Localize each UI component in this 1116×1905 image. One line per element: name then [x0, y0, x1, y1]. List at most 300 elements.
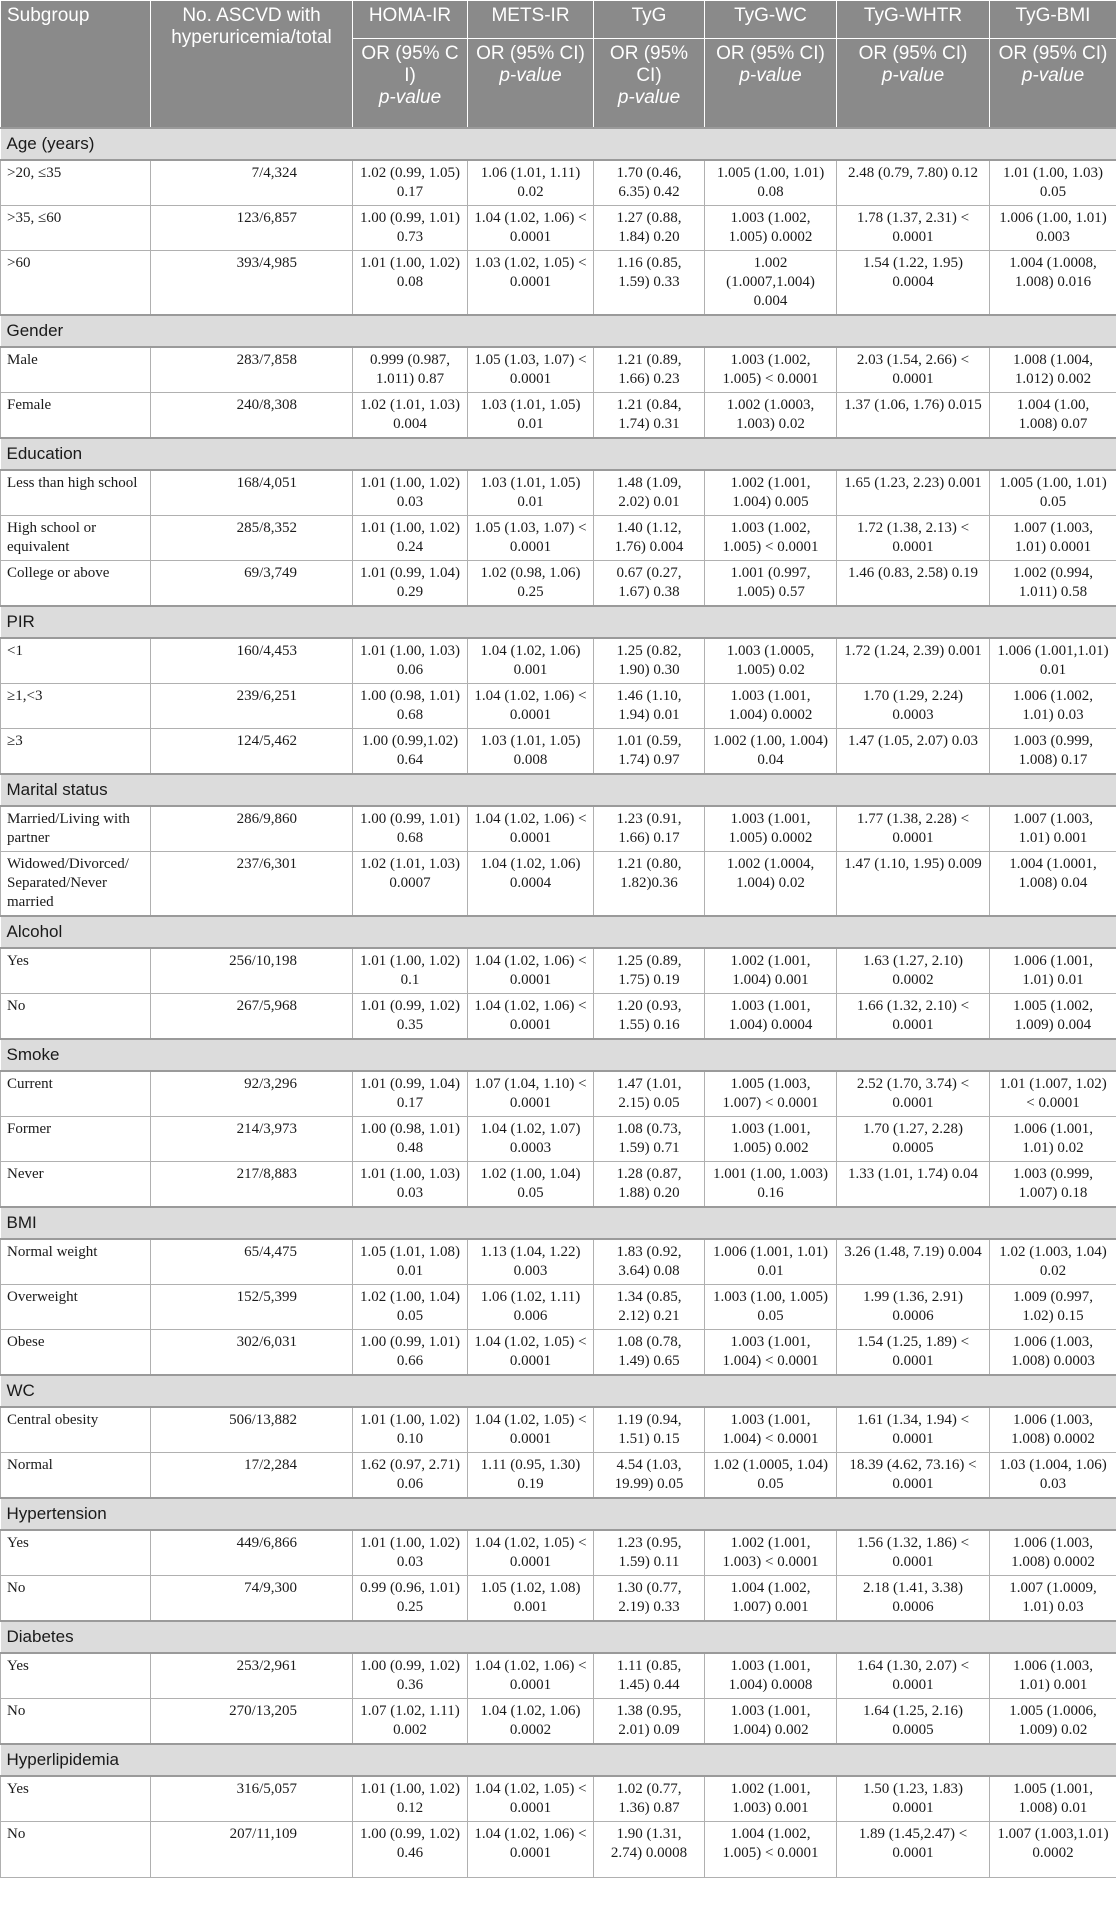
count-cell: 160/4,453: [151, 638, 353, 684]
p-value-label: p-value: [1021, 65, 1085, 86]
table-row: [1, 1071, 1116, 1117]
row-label: Normal weight: [1, 1239, 151, 1285]
or-value-cell: 1.006 (1.003, 1.008) 0.0002: [990, 1407, 1116, 1453]
or-value-cell: 1.01 (1.00, 1.02) 0.03: [353, 470, 468, 516]
or-value-cell: 1.004 (1.002, 1.005) < 0.0001: [705, 1822, 837, 1878]
table-row: [1, 1822, 1116, 1878]
table-row: [1, 160, 1116, 206]
table-row: [1, 638, 1116, 684]
or-value-cell: 1.003 (1.001, 1.004) 0.0002: [705, 684, 837, 729]
or-value-cell: 1.04 (1.02, 1.06) < 0.0001: [468, 684, 594, 729]
or-value-cell: 1.72 (1.38, 2.13) < 0.0001: [837, 516, 990, 561]
group-header-row: [1, 128, 1116, 160]
table-row: [1, 1407, 1116, 1453]
or-value-cell: 1.34 (0.85, 2.12) 0.21: [594, 1285, 705, 1330]
or-value-cell: 1.04 (1.02, 1.07) 0.0003: [468, 1117, 594, 1162]
or-value-cell: 1.04 (1.02, 1.06) < 0.0001: [468, 1653, 594, 1699]
count-cell: 283/7,858: [151, 347, 353, 393]
or-value-cell: 1.70 (1.27, 2.28) 0.0005: [837, 1117, 990, 1162]
or-value-cell: 1.06 (1.02, 1.11) 0.006: [468, 1285, 594, 1330]
count-cell: 237/6,301: [151, 852, 353, 917]
or-value-cell: 1.006 (1.003, 1.008) 0.0002: [990, 1530, 1116, 1576]
row-label: Normal: [1, 1453, 151, 1499]
or-value-cell: 1.01 (1.007, 1.02) < 0.0001: [990, 1071, 1116, 1117]
count-cell: 316/5,057: [151, 1776, 353, 1822]
row-label: Yes: [1, 1530, 151, 1576]
count-cell: 270/13,205: [151, 1699, 353, 1745]
or-value-cell: 1.50 (1.23, 1.83) 0.0001: [837, 1776, 990, 1822]
or-value-cell: 1.66 (1.32, 2.10) < 0.0001: [837, 994, 990, 1040]
or-value-cell: 1.02 (1.01, 1.03) 0.004: [353, 393, 468, 439]
or-value-cell: 1.28 (0.87, 1.88) 0.20: [594, 1162, 705, 1208]
or-value-cell: 18.39 (4.62, 73.16) < 0.0001: [837, 1453, 990, 1499]
or-value-cell: 1.21 (0.80, 1.82)0.36: [594, 852, 705, 917]
count-cell: 267/5,968: [151, 994, 353, 1040]
or-label: OR (95% CI): [476, 43, 585, 64]
group-title: Alcohol: [1, 916, 1116, 948]
or-value-cell: 1.83 (0.92, 3.64) 0.08: [594, 1239, 705, 1285]
table-row: [1, 347, 1116, 393]
or-value-cell: 4.54 (1.03, 19.99) 0.05: [594, 1453, 705, 1499]
table-row: [1, 806, 1116, 852]
or-value-cell: 1.01 (0.99, 1.04) 0.29: [353, 561, 468, 607]
or-value-cell: 1.001 (1.00, 1.003) 0.16: [705, 1162, 837, 1208]
group-title: Hypertension: [1, 1498, 1116, 1530]
or-header: [594, 39, 705, 129]
table-row: [1, 1776, 1116, 1822]
row-label: >20, ≤35: [1, 160, 151, 206]
table-row: [1, 1117, 1116, 1162]
or-value-cell: 1.40 (1.12, 1.76) 0.004: [594, 516, 705, 561]
or-value-cell: 1.002 (1.001, 1.003) < 0.0001: [705, 1530, 837, 1576]
row-label: Married/Living with partner: [1, 806, 151, 852]
group-header-row: [1, 1621, 1116, 1653]
table-row: [1, 470, 1116, 516]
or-value-cell: 1.006 (1.003, 1.01) 0.001: [990, 1653, 1116, 1699]
or-value-cell: 1.04 (1.02, 1.06) 0.0004: [468, 852, 594, 917]
group-title: BMI: [1, 1207, 1116, 1239]
group-header-row: [1, 1498, 1116, 1530]
or-value-cell: 1.004 (1.0008, 1.008) 0.016: [990, 251, 1116, 316]
or-value-cell: 1.008 (1.004, 1.012) 0.002: [990, 347, 1116, 393]
count-cell: 92/3,296: [151, 1071, 353, 1117]
or-value-cell: 1.01 (1.00, 1.02) 0.03: [353, 1530, 468, 1576]
or-value-cell: 1.61 (1.34, 1.94) < 0.0001: [837, 1407, 990, 1453]
group-title: Age (years): [1, 128, 1116, 160]
or-value-cell: 1.33 (1.01, 1.74) 0.04: [837, 1162, 990, 1208]
or-value-cell: 1.01 (1.00, 1.02) 0.24: [353, 516, 468, 561]
count-cell: 214/3,973: [151, 1117, 353, 1162]
table-row: [1, 206, 1116, 251]
or-value-cell: 1.13 (1.04, 1.22) 0.003: [468, 1239, 594, 1285]
or-value-cell: 1.04 (1.02, 1.06) < 0.0001: [468, 994, 594, 1040]
count-cell: 506/13,882: [151, 1407, 353, 1453]
or-label: OR (95% CI): [858, 43, 968, 64]
or-value-cell: 1.01 (0.59, 1.74) 0.97: [594, 729, 705, 775]
or-value-cell: 1.03 (1.01, 1.05) 0.01: [468, 470, 594, 516]
row-label: Female: [1, 393, 151, 439]
or-value-cell: 1.46 (0.83, 2.58) 0.19: [837, 561, 990, 607]
group-header-row: [1, 774, 1116, 806]
or-value-cell: 1.04 (1.02, 1.06) < 0.0001: [468, 948, 594, 994]
or-value-cell: 1.01 (1.00, 1.03) 0.03: [353, 1162, 468, 1208]
count-cell: 74/9,300: [151, 1576, 353, 1622]
count-cell: 286/9,860: [151, 806, 353, 852]
or-value-cell: 1.04 (1.02, 1.05) < 0.0001: [468, 1776, 594, 1822]
or-value-cell: 1.00 (0.99,1.02) 0.64: [353, 729, 468, 775]
or-value-cell: 1.04 (1.02, 1.05) < 0.0001: [468, 1530, 594, 1576]
table-row: [1, 1239, 1116, 1285]
or-value-cell: 1.03 (1.01, 1.05) 0.008: [468, 729, 594, 775]
or-value-cell: 1.003 (0.999, 1.007) 0.18: [990, 1162, 1116, 1208]
count-cell: 7/4,324: [151, 160, 353, 206]
or-value-cell: 1.03 (1.004, 1.06) 0.03: [990, 1453, 1116, 1499]
or-value-cell: 1.20 (0.93, 1.55) 0.16: [594, 994, 705, 1040]
or-value-cell: 1.07 (1.02, 1.11) 0.002: [353, 1699, 468, 1745]
header-row: [1, 1, 1116, 39]
or-value-cell: 1.48 (1.09, 2.02) 0.01: [594, 470, 705, 516]
or-value-cell: 1.02 (1.00, 1.04) 0.05: [468, 1162, 594, 1208]
measure-header: METS-IR: [468, 1, 594, 39]
or-value-cell: 1.00 (0.99, 1.01) 0.66: [353, 1330, 468, 1376]
table-row: [1, 1576, 1116, 1622]
or-value-cell: 1.00 (0.99, 1.01) 0.73: [353, 206, 468, 251]
group-header-row: [1, 1744, 1116, 1776]
or-value-cell: 1.78 (1.37, 2.31) < 0.0001: [837, 206, 990, 251]
table-row: [1, 1162, 1116, 1208]
count-cell: 253/2,961: [151, 1653, 353, 1699]
or-value-cell: 1.003 (1.001, 1.004) 0.002: [705, 1699, 837, 1745]
or-value-cell: 2.03 (1.54, 2.66) < 0.0001: [837, 347, 990, 393]
or-value-cell: 1.004 (1.0001, 1.008) 0.04: [990, 852, 1116, 917]
count-header: No. ASCVD with hyperuricemia/total: [151, 1, 353, 129]
or-value-cell: 1.07 (1.04, 1.10) < 0.0001: [468, 1071, 594, 1117]
row-label: Yes: [1, 948, 151, 994]
or-value-cell: 1.47 (1.01, 2.15) 0.05: [594, 1071, 705, 1117]
or-value-cell: 1.72 (1.24, 2.39) 0.001: [837, 638, 990, 684]
or-value-cell: 1.003 (1.001, 1.005) 0.0002: [705, 806, 837, 852]
row-label: No: [1, 994, 151, 1040]
table-body: [1, 128, 1116, 1878]
or-value-cell: 1.01 (1.00, 1.02) 0.10: [353, 1407, 468, 1453]
or-value-cell: 1.002 (1.001, 1.004) 0.005: [705, 470, 837, 516]
or-value-cell: 1.62 (0.97, 2.71) 0.06: [353, 1453, 468, 1499]
or-value-cell: 1.56 (1.32, 1.86) < 0.0001: [837, 1530, 990, 1576]
or-value-cell: 1.003 (1.001, 1.004) < 0.0001: [705, 1407, 837, 1453]
or-value-cell: 1.003 (1.002, 1.005) 0.0002: [705, 206, 837, 251]
or-value-cell: 1.19 (0.94, 1.51) 0.15: [594, 1407, 705, 1453]
or-value-cell: 1.006 (1.001, 1.01) 0.01: [705, 1239, 837, 1285]
table-row: [1, 1453, 1116, 1499]
group-title: PIR: [1, 606, 1116, 638]
or-value-cell: 3.26 (1.48, 7.19) 0.004: [837, 1239, 990, 1285]
table-row: [1, 684, 1116, 729]
or-value-cell: 1.25 (0.82, 1.90) 0.30: [594, 638, 705, 684]
count-cell: 393/4,985: [151, 251, 353, 316]
count-cell: 302/6,031: [151, 1330, 353, 1376]
or-value-cell: 1.002 (1.0007,1.004) 0.004: [705, 251, 837, 316]
group-header-row: [1, 1375, 1116, 1407]
or-value-cell: 1.05 (1.02, 1.08) 0.001: [468, 1576, 594, 1622]
or-value-cell: 1.003 (1.002, 1.005) < 0.0001: [705, 347, 837, 393]
count-cell: 152/5,399: [151, 1285, 353, 1330]
or-value-cell: 1.003 (1.002, 1.005) < 0.0001: [705, 516, 837, 561]
or-value-cell: 1.47 (1.10, 1.95) 0.009: [837, 852, 990, 917]
or-value-cell: 1.11 (0.85, 1.45) 0.44: [594, 1653, 705, 1699]
count-cell: 285/8,352: [151, 516, 353, 561]
or-value-cell: 1.02 (0.98, 1.06) 0.25: [468, 561, 594, 607]
table-row: [1, 729, 1116, 775]
group-title: Diabetes: [1, 1621, 1116, 1653]
or-value-cell: 1.005 (1.00, 1.01) 0.05: [990, 470, 1116, 516]
row-label: ≥1,<3: [1, 684, 151, 729]
or-value-cell: 1.006 (1.002, 1.01) 0.03: [990, 684, 1116, 729]
or-header: [837, 39, 990, 129]
or-value-cell: 1.11 (0.95, 1.30) 0.19: [468, 1453, 594, 1499]
or-value-cell: 1.70 (1.29, 2.24) 0.0003: [837, 684, 990, 729]
or-value-cell: 2.52 (1.70, 3.74) < 0.0001: [837, 1071, 990, 1117]
group-header-row: [1, 916, 1116, 948]
measure-header: TyG: [594, 1, 705, 39]
row-label: Current: [1, 1071, 151, 1117]
or-label: OR (95% CI): [998, 43, 1108, 64]
or-value-cell: 1.64 (1.30, 2.07) < 0.0001: [837, 1653, 990, 1699]
or-value-cell: 1.01 (1.00, 1.03) 0.06: [353, 638, 468, 684]
row-label: Former: [1, 1117, 151, 1162]
group-header-row: [1, 315, 1116, 347]
or-value-cell: 1.04 (1.02, 1.06) 0.0002: [468, 1699, 594, 1745]
group-header-row: [1, 606, 1116, 638]
or-value-cell: 1.23 (0.95, 1.59) 0.11: [594, 1530, 705, 1576]
or-value-cell: 1.08 (0.78, 1.49) 0.65: [594, 1330, 705, 1376]
or-value-cell: 1.54 (1.22, 1.95) 0.0004: [837, 251, 990, 316]
group-title: Gender: [1, 315, 1116, 347]
or-value-cell: 1.21 (0.84, 1.74) 0.31: [594, 393, 705, 439]
or-value-cell: 1.08 (0.73, 1.59) 0.71: [594, 1117, 705, 1162]
or-value-cell: 1.02 (1.01, 1.03) 0.0007: [353, 852, 468, 917]
or-value-cell: 1.01 (0.99, 1.04) 0.17: [353, 1071, 468, 1117]
or-value-cell: 2.48 (0.79, 7.80) 0.12: [837, 160, 990, 206]
count-cell: 17/2,284: [151, 1453, 353, 1499]
or-value-cell: 1.02 (0.99, 1.05) 0.17: [353, 160, 468, 206]
group-header-row: [1, 438, 1116, 470]
count-cell: 217/8,883: [151, 1162, 353, 1208]
row-label: Male: [1, 347, 151, 393]
row-label: >60: [1, 251, 151, 316]
or-value-cell: 1.002 (1.001, 1.004) 0.001: [705, 948, 837, 994]
or-value-cell: 1.04 (1.02, 1.06) < 0.0001: [468, 806, 594, 852]
or-value-cell: 1.007 (1.003,1.01) 0.0002: [990, 1822, 1116, 1878]
table-row: [1, 948, 1116, 994]
or-value-cell: 1.006 (1.001,1.01) 0.01: [990, 638, 1116, 684]
or-value-cell: 1.16 (0.85, 1.59) 0.33: [594, 251, 705, 316]
or-value-cell: 1.65 (1.23, 2.23) 0.001: [837, 470, 990, 516]
or-value-cell: 1.003 (1.00, 1.005) 0.05: [705, 1285, 837, 1330]
or-header: [705, 39, 837, 129]
or-value-cell: 1.005 (1.00, 1.01) 0.08: [705, 160, 837, 206]
row-label: Overweight: [1, 1285, 151, 1330]
or-value-cell: 1.46 (1.10, 1.94) 0.01: [594, 684, 705, 729]
measure-header: TyG-WC: [705, 1, 837, 39]
count-cell: 123/6,857: [151, 206, 353, 251]
or-header: [353, 39, 468, 129]
group-title: Hyperlipidemia: [1, 1744, 1116, 1776]
or-label: OR (95% C I): [361, 43, 459, 86]
or-value-cell: 0.67 (0.27, 1.67) 0.38: [594, 561, 705, 607]
or-value-cell: 1.54 (1.25, 1.89) < 0.0001: [837, 1330, 990, 1376]
or-value-cell: 1.002 (1.0003, 1.003) 0.02: [705, 393, 837, 439]
table-row: [1, 852, 1116, 917]
or-value-cell: 1.63 (1.27, 2.10) 0.0002: [837, 948, 990, 994]
row-label: ≥3: [1, 729, 151, 775]
or-value-cell: 1.003 (1.0005, 1.005) 0.02: [705, 638, 837, 684]
or-label: OR (95% CI): [716, 43, 825, 64]
row-label: Obese: [1, 1330, 151, 1376]
or-value-cell: 1.002 (1.00, 1.004) 0.04: [705, 729, 837, 775]
row-label: Yes: [1, 1653, 151, 1699]
row-label: Yes: [1, 1776, 151, 1822]
or-value-cell: 1.04 (1.02, 1.05) < 0.0001: [468, 1407, 594, 1453]
or-value-cell: 1.004 (1.00, 1.008) 0.07: [990, 393, 1116, 439]
row-label: Central obesity: [1, 1407, 151, 1453]
or-value-cell: 1.00 (0.98, 1.01) 0.68: [353, 684, 468, 729]
or-value-cell: 1.006 (1.00, 1.01) 0.003: [990, 206, 1116, 251]
count-cell: 124/5,462: [151, 729, 353, 775]
count-cell: 239/6,251: [151, 684, 353, 729]
or-value-cell: 1.23 (0.91, 1.66) 0.17: [594, 806, 705, 852]
count-cell: 240/8,308: [151, 393, 353, 439]
p-value-label: p-value: [617, 87, 681, 108]
count-cell: 449/6,866: [151, 1530, 353, 1576]
or-value-cell: 1.99 (1.36, 2.91) 0.0006: [837, 1285, 990, 1330]
or-value-cell: 1.05 (1.01, 1.08) 0.01: [353, 1239, 468, 1285]
or-value-cell: 1.21 (0.89, 1.66) 0.23: [594, 347, 705, 393]
or-value-cell: 1.009 (0.997, 1.02) 0.15: [990, 1285, 1116, 1330]
p-value-label: p-value: [739, 65, 802, 86]
or-value-cell: 1.001 (0.997, 1.005) 0.57: [705, 561, 837, 607]
or-value-cell: 1.003 (1.001, 1.004) 0.0008: [705, 1653, 837, 1699]
group-title: WC: [1, 1375, 1116, 1407]
or-value-cell: 1.70 (0.46, 6.35) 0.42: [594, 160, 705, 206]
or-value-cell: 1.25 (0.89, 1.75) 0.19: [594, 948, 705, 994]
group-title: Smoke: [1, 1039, 1116, 1071]
or-value-cell: 1.01 (0.99, 1.02) 0.35: [353, 994, 468, 1040]
or-value-cell: 1.002 (1.001, 1.003) 0.001: [705, 1776, 837, 1822]
count-cell: 256/10,198: [151, 948, 353, 994]
or-label: OR (95% CI): [609, 43, 689, 86]
or-value-cell: 1.005 (1.003, 1.007) < 0.0001: [705, 1071, 837, 1117]
measure-header: TyG-BMI: [990, 1, 1116, 39]
count-cell: 207/11,109: [151, 1822, 353, 1878]
or-value-cell: 1.003 (0.999, 1.008) 0.17: [990, 729, 1116, 775]
or-value-cell: 1.02 (0.77, 1.36) 0.87: [594, 1776, 705, 1822]
or-value-cell: 1.02 (1.003, 1.04) 0.02: [990, 1239, 1116, 1285]
measure-header: TyG-WHTR: [837, 1, 990, 39]
table-row: [1, 1530, 1116, 1576]
or-value-cell: 1.007 (1.0009, 1.01) 0.03: [990, 1576, 1116, 1622]
group-title: Education: [1, 438, 1116, 470]
or-value-cell: 2.18 (1.41, 3.38) 0.0006: [837, 1576, 990, 1622]
or-value-cell: 0.99 (0.96, 1.01) 0.25: [353, 1576, 468, 1622]
or-value-cell: 1.00 (0.99, 1.01) 0.68: [353, 806, 468, 852]
count-cell: 65/4,475: [151, 1239, 353, 1285]
or-value-cell: 1.05 (1.03, 1.07) < 0.0001: [468, 347, 594, 393]
group-header-row: [1, 1207, 1116, 1239]
or-value-cell: 1.006 (1.003, 1.008) 0.0003: [990, 1330, 1116, 1376]
or-value-cell: 1.01 (1.00, 1.02) 0.08: [353, 251, 468, 316]
or-value-cell: 1.89 (1.45,2.47) < 0.0001: [837, 1822, 990, 1878]
row-label: No: [1, 1822, 151, 1878]
or-value-cell: 1.04 (1.02, 1.05) < 0.0001: [468, 1330, 594, 1376]
table-row: [1, 1653, 1116, 1699]
or-value-cell: 1.005 (1.001, 1.008) 0.01: [990, 1776, 1116, 1822]
row-label: No: [1, 1576, 151, 1622]
or-value-cell: 1.005 (1.0006, 1.009) 0.02: [990, 1699, 1116, 1745]
measure-header: HOMA-IR: [353, 1, 468, 39]
table-row: [1, 1699, 1116, 1745]
or-value-cell: 1.03 (1.01, 1.05) 0.01: [468, 393, 594, 439]
or-value-cell: 1.04 (1.02, 1.06) 0.001: [468, 638, 594, 684]
or-value-cell: 1.007 (1.003, 1.01) 0.0001: [990, 516, 1116, 561]
or-value-cell: 1.002 (0.994, 1.011) 0.58: [990, 561, 1116, 607]
or-value-cell: 1.007 (1.003, 1.01) 0.001: [990, 806, 1116, 852]
or-value-cell: 1.47 (1.05, 2.07) 0.03: [837, 729, 990, 775]
or-value-cell: 1.04 (1.02, 1.06) < 0.0001: [468, 1822, 594, 1878]
table-row: [1, 1330, 1116, 1376]
or-value-cell: 1.01 (1.00, 1.03) 0.05: [990, 160, 1116, 206]
or-header: [468, 39, 594, 129]
or-value-cell: 1.06 (1.01, 1.11) 0.02: [468, 160, 594, 206]
or-value-cell: 1.003 (1.001, 1.005) 0.002: [705, 1117, 837, 1162]
or-value-cell: 1.77 (1.38, 2.28) < 0.0001: [837, 806, 990, 852]
or-value-cell: 1.005 (1.002, 1.009) 0.004: [990, 994, 1116, 1040]
p-value-label: p-value: [881, 65, 945, 86]
group-header-row: [1, 1039, 1116, 1071]
row-label: >35, ≤60: [1, 206, 151, 251]
or-value-cell: 1.004 (1.002, 1.007) 0.001: [705, 1576, 837, 1622]
subgroup-header: Subgroup: [1, 1, 151, 129]
or-value-cell: 1.00 (0.98, 1.01) 0.48: [353, 1117, 468, 1162]
count-cell: 168/4,051: [151, 470, 353, 516]
row-label: Never: [1, 1162, 151, 1208]
table-row: [1, 994, 1116, 1040]
table-row: [1, 1285, 1116, 1330]
row-label: <1: [1, 638, 151, 684]
or-value-cell: 1.90 (1.31, 2.74) 0.0008: [594, 1822, 705, 1878]
or-value-cell: 1.006 (1.001, 1.01) 0.01: [990, 948, 1116, 994]
or-value-cell: 1.002 (1.0004, 1.004) 0.02: [705, 852, 837, 917]
row-label: Widowed/Divorced/ Separated/Never married: [1, 852, 151, 917]
or-value-cell: 1.003 (1.001, 1.004) 0.0004: [705, 994, 837, 1040]
or-value-cell: 1.05 (1.03, 1.07) < 0.0001: [468, 516, 594, 561]
or-value-cell: 1.30 (0.77, 2.19) 0.33: [594, 1576, 705, 1622]
p-value-label: p-value: [499, 65, 562, 86]
or-value-cell: 1.64 (1.25, 2.16) 0.0005: [837, 1699, 990, 1745]
row-label: Less than high school: [1, 470, 151, 516]
table-row: [1, 516, 1116, 561]
or-value-cell: 1.02 (1.00, 1.04) 0.05: [353, 1285, 468, 1330]
or-value-cell: 1.37 (1.06, 1.76) 0.015: [837, 393, 990, 439]
count-cell: 69/3,749: [151, 561, 353, 607]
or-value-cell: 1.003 (1.001, 1.004) < 0.0001: [705, 1330, 837, 1376]
or-value-cell: 1.01 (1.00, 1.02) 0.12: [353, 1776, 468, 1822]
or-value-cell: 1.006 (1.001, 1.01) 0.02: [990, 1117, 1116, 1162]
group-title: Marital status: [1, 774, 1116, 806]
table-row: [1, 251, 1116, 316]
or-value-cell: 1.03 (1.02, 1.05) < 0.0001: [468, 251, 594, 316]
or-value-cell: 1.38 (0.95, 2.01) 0.09: [594, 1699, 705, 1745]
table-row: [1, 561, 1116, 607]
